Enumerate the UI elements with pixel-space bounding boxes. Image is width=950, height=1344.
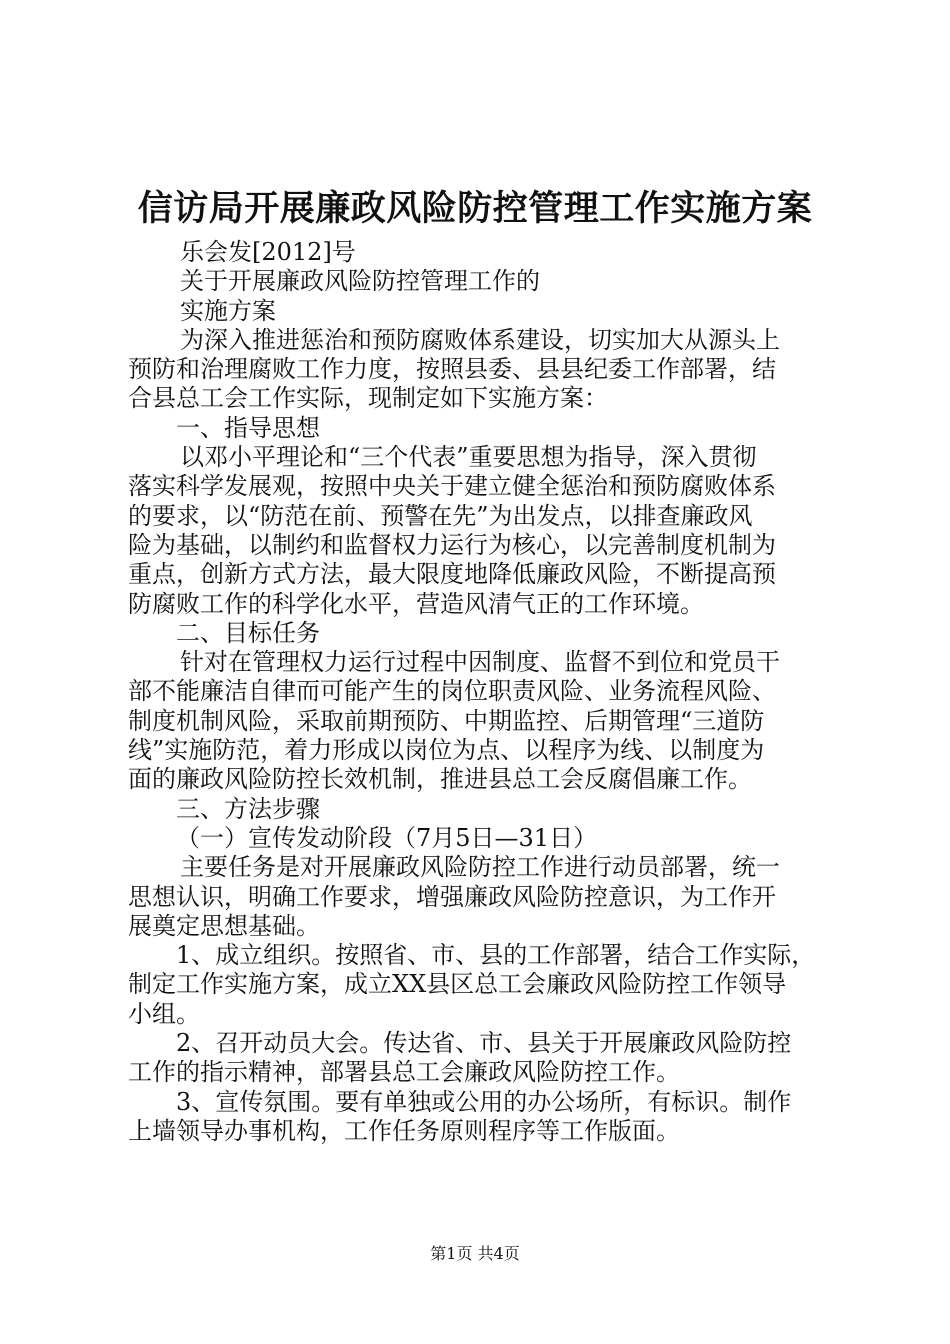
body-line: 部不能廉洁自律而可能产生的岗位职责风险、业务流程风险、 [128,677,776,706]
body-line: 的要求，以“防范在前、预警在先”为出发点，以排查廉政风 [128,501,753,530]
page-footer: 第1页 共4页 [430,1244,520,1263]
body-line: 上墙领导办事机构，工作任务原则程序等工作版面。 [128,1116,680,1145]
body-line: 重点，创新方式方法，最大限度地降低廉政风险，不断提高预 [128,560,776,589]
body-line: 3、宣传氛围。要有单独或公用的办公场所，有标识。制作 [176,1087,792,1116]
body-line: 工作的指示精神，部署县总工会廉政风险防控工作。 [128,1058,680,1087]
body-line: 预防和治理腐败工作力度，按照县委、县县纪委工作部署，结 [128,355,776,384]
body-line: 思想认识，明确工作要求，增强廉政风险防控意识，为工作开 [128,882,776,911]
body-line: 防腐败工作的科学化水平，营造风清气正的工作环境。 [128,589,704,618]
body-line: 乐会发[2012]号 [180,238,356,266]
body-line: 三、方法步骤 [176,794,320,823]
document-title: 信访局开展廉政风险防控管理工作实施方案 [137,188,813,229]
body-line: 为深入推进惩治和预防腐败体系建设，切实加大从源头上 [180,325,780,354]
body-line: 落实科学发展观，按照中央关于建立健全惩治和预防腐败体系 [128,472,776,501]
body-line: （一）宣传发动阶段（7月5日—31日） [176,823,598,852]
body-line: 2、召开动员大会。传达省、市、县关于开展廉政风险防控 [176,1029,792,1058]
body-line: 线”实施防范，着力形成以岗位为点、以程序为线、以制度为 [128,736,765,765]
body-line: 1、成立组织。按照省、市、县的工作部署，结合工作实际， [176,941,816,970]
body-line: 一、指导思想 [176,413,320,442]
body-line: 针对在管理权力运行过程中因制度、监督不到位和党员干 [180,648,780,677]
body-line: 合县总工会工作实际，现制定如下实施方案： [128,384,608,413]
body-line: 险为基础，以制约和监督权力运行为核心，以完善制度机制为 [128,530,776,559]
body-line: 主要任务是对开展廉政风险防控工作进行动员部署，统一 [180,853,780,882]
body-line: 展奠定思想基础。 [128,911,320,940]
body-line: 小组。 [128,999,200,1028]
body-line: 以邓小平理论和“三个代表”重要思想为指导，深入贯彻 [180,443,757,472]
body-line: 实施方案 [180,296,276,325]
body-line: 制定工作实施方案，成立XX县区总工会廉政风险防控工作领导 [128,970,787,999]
body-line: 二、目标任务 [176,618,320,647]
body-line: 制度机制风险，采取前期预防、中期监控、后期管理“三道防 [128,706,765,735]
body-line: 关于开展廉政风险防控管理工作的 [180,267,540,296]
body-line: 面的廉政风险防控长效机制，推进县总工会反腐倡廉工作。 [128,765,752,794]
document-body [128,238,828,1146]
